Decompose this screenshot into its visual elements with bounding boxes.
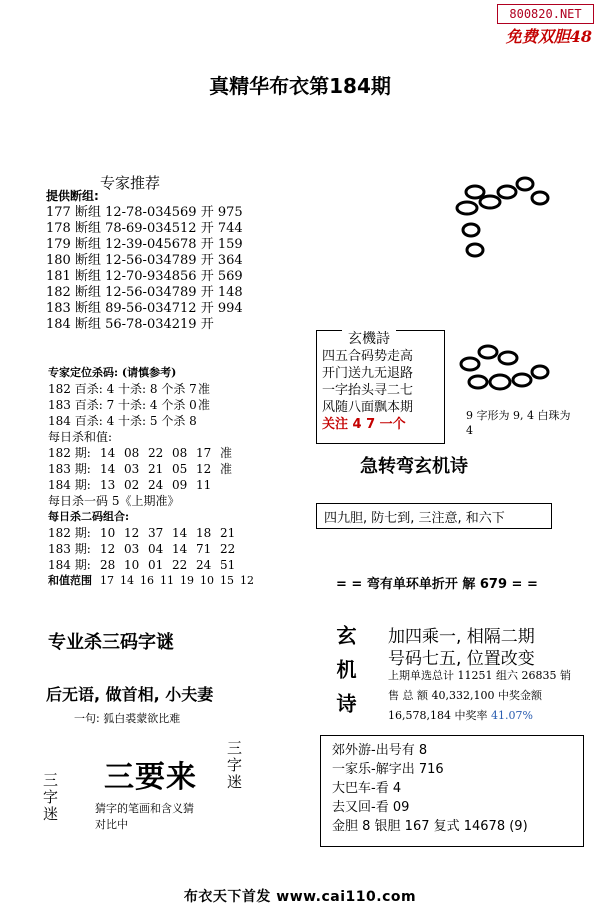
sanzi-subtext: 猜字的笔画和含义猜: [95, 802, 194, 815]
table-row: [48, 525, 260, 541]
cell: 05: [172, 462, 188, 476]
xuanji-heading: 玄機詩: [342, 328, 396, 348]
win-ratio: 41.07%: [490, 709, 533, 722]
cell: 22: [148, 446, 164, 460]
site-tag[interactable]: 800820.NET: [497, 4, 594, 24]
cell: 02: [124, 478, 140, 492]
sanzi-main: 三要来: [104, 760, 197, 795]
cell: 01: [148, 558, 164, 572]
cell: 22: [220, 542, 236, 556]
table-row: [48, 477, 260, 493]
kill-row-mark: 准: [198, 382, 211, 396]
two-code-heading: 每日杀二码组合:: [48, 510, 130, 523]
poem-line: 一字抬头寻二七: [322, 383, 414, 398]
last-period-stats: [388, 666, 588, 726]
table-row: [48, 557, 260, 573]
cell: 04: [148, 542, 164, 556]
cell: 12: [124, 526, 140, 540]
kill-heading: 专家定位杀码: (请慎参考): [48, 366, 177, 379]
kill-row-text: 182 百杀: 4 十杀: 8 个杀 7: [48, 382, 197, 396]
cell: 13: [100, 478, 116, 492]
cell: 14: [120, 574, 134, 587]
pearl-beads-icon-2: [456, 342, 556, 412]
group-list: [46, 205, 243, 333]
cell: 11: [160, 574, 174, 587]
xuanjishi-line-2: 号码七五, 位置改变: [388, 649, 535, 669]
period-label: 184 期:: [48, 558, 91, 572]
kill-section: [48, 365, 260, 589]
cell: 09: [172, 478, 188, 492]
cell: 12: [196, 462, 212, 476]
cell: 12: [100, 542, 116, 556]
list-item: 179 断组 12-39-045678 开 159: [46, 237, 243, 252]
period-label: 183 期:: [48, 542, 91, 556]
cell: 21: [148, 462, 164, 476]
expert-heading: 专家推荐: [100, 174, 161, 192]
cell: 22: [172, 558, 188, 572]
cell: 08: [124, 446, 140, 460]
table-row: [48, 413, 260, 429]
poem-line: 开门送九无退路: [322, 366, 414, 381]
xuanjishi-vertical: 玄机诗: [333, 625, 357, 727]
sum-heading: 每日杀和值:: [48, 430, 113, 444]
list-item: 金胆 8 银胆 167 复式 14678 (9): [332, 819, 528, 834]
kill-row-text: 183 百杀: 7 十杀: 4 个杀 0: [48, 398, 197, 412]
riddle-answer: 后无语, 做首相, 小夫妻: [46, 685, 214, 704]
stat-line: 售 总 额 40,332,100 中奖金额: [388, 689, 542, 702]
stat-line: [388, 706, 588, 726]
cell: 18: [196, 526, 212, 540]
cell: 14: [172, 526, 188, 540]
table-row: [48, 445, 260, 461]
footer[interactable]: 布衣天下首发 www.cai110.com: [183, 889, 417, 905]
cell: 15: [220, 574, 234, 587]
cell-mark: 准: [220, 462, 233, 476]
range-label: 和值范围: [48, 574, 92, 587]
cell: 03: [124, 542, 140, 556]
list-item: 184 断组 56-78-034219 开: [46, 317, 214, 332]
cell: 19: [180, 574, 194, 587]
cell-mark: 准: [220, 446, 233, 460]
cell: 17: [196, 446, 212, 460]
cell: 71: [196, 542, 212, 556]
cell: 14: [172, 542, 188, 556]
cell: 10: [124, 558, 140, 572]
cell: 10: [200, 574, 214, 587]
cell: 14: [100, 462, 116, 476]
riddle-hint: 一句: 狐白裘蒙欲比难: [74, 712, 181, 725]
focus-line: 关注 4 7 一个: [322, 417, 406, 432]
table-row: [48, 541, 260, 557]
sanzi-subtext-2: 对比中: [95, 818, 128, 831]
list-item: 183 断组 89-56-034712 开 994: [46, 301, 243, 316]
cell: 37: [148, 526, 164, 540]
stat-line: 上期单选总计 11251 组六 26835 销: [388, 669, 571, 682]
cell: 14: [100, 446, 116, 460]
cell: 10: [100, 526, 116, 540]
table-row: [48, 461, 260, 477]
cell: 11: [196, 478, 212, 492]
list-item: 178 断组 78-69-034512 开 744: [46, 221, 243, 236]
cell: 12: [240, 574, 254, 587]
list-item: 177 断组 12-78-034569 开 975: [46, 205, 243, 220]
list-item: 181 断组 12-70-934856 开 569: [46, 269, 243, 284]
riddle-heading: 专业杀三码字谜: [48, 632, 174, 653]
period-label: 182 期:: [48, 446, 91, 460]
cell-mark: [220, 477, 244, 493]
cell: 21: [220, 526, 236, 540]
list-item: 182 断组 12-56-034789 开 148: [46, 285, 243, 300]
list-item: 去又回-看 09: [332, 800, 410, 815]
one-code-line: 每日杀一码 5《上期准》: [48, 494, 180, 508]
provider-label: 提供断组:: [46, 189, 99, 203]
kill-row-text: 184 百杀: 4 十杀: 5 个杀 8: [48, 414, 197, 428]
wanyou-line: = = 弯有单环单折开 解 679 = =: [336, 577, 538, 592]
poem-line: 风随八面飘本期: [322, 400, 414, 415]
list-item: 一家乐-解字出 716: [332, 762, 444, 777]
list-item: 郊外游-出号有 8: [332, 743, 428, 758]
xuanji-poem: [322, 348, 413, 433]
period-label: 184 期:: [48, 478, 91, 492]
xuanjishi-line-1: 加四乘一, 相隔二期: [388, 627, 535, 647]
list-item: 大巴车-看 4: [332, 781, 402, 796]
final-list: [332, 741, 528, 836]
cell: 03: [124, 462, 140, 476]
table-row: [48, 573, 260, 589]
free-double-dan-label: 免费双胆48: [505, 27, 592, 46]
sanzi-vertical-right: 三字迷: [225, 740, 243, 791]
kill-row-mark: 准: [198, 398, 211, 412]
period-label: 183 期:: [48, 462, 91, 476]
cell: 24: [196, 558, 212, 572]
period-label: 182 期:: [48, 526, 91, 540]
cell: 24: [148, 478, 164, 492]
table-row: [48, 397, 260, 413]
cell: 08: [172, 446, 188, 460]
cell: 16: [140, 574, 154, 587]
cell: 51: [220, 558, 236, 572]
pearl-beads-icon: [445, 170, 555, 270]
cell: 17: [100, 574, 114, 587]
nine-note: 9 字形为 9, 4 白珠为 4: [466, 409, 571, 437]
cell: 28: [100, 558, 116, 572]
stat-text: 16,578,184 中奖率: [388, 709, 491, 722]
page-title: 真精华布衣第184期: [209, 74, 391, 98]
jizhuan-heading: 急转弯玄机诗: [360, 456, 468, 477]
table-row: [48, 381, 260, 397]
poem-line: 四五合码势走高: [322, 349, 414, 364]
sidan-line: 四九胆, 防七到, 三注意, 和六下: [324, 511, 505, 526]
sanzi-vertical-left: 三字迷: [41, 772, 59, 823]
list-item: 180 断组 12-56-034789 开 364: [46, 253, 243, 268]
